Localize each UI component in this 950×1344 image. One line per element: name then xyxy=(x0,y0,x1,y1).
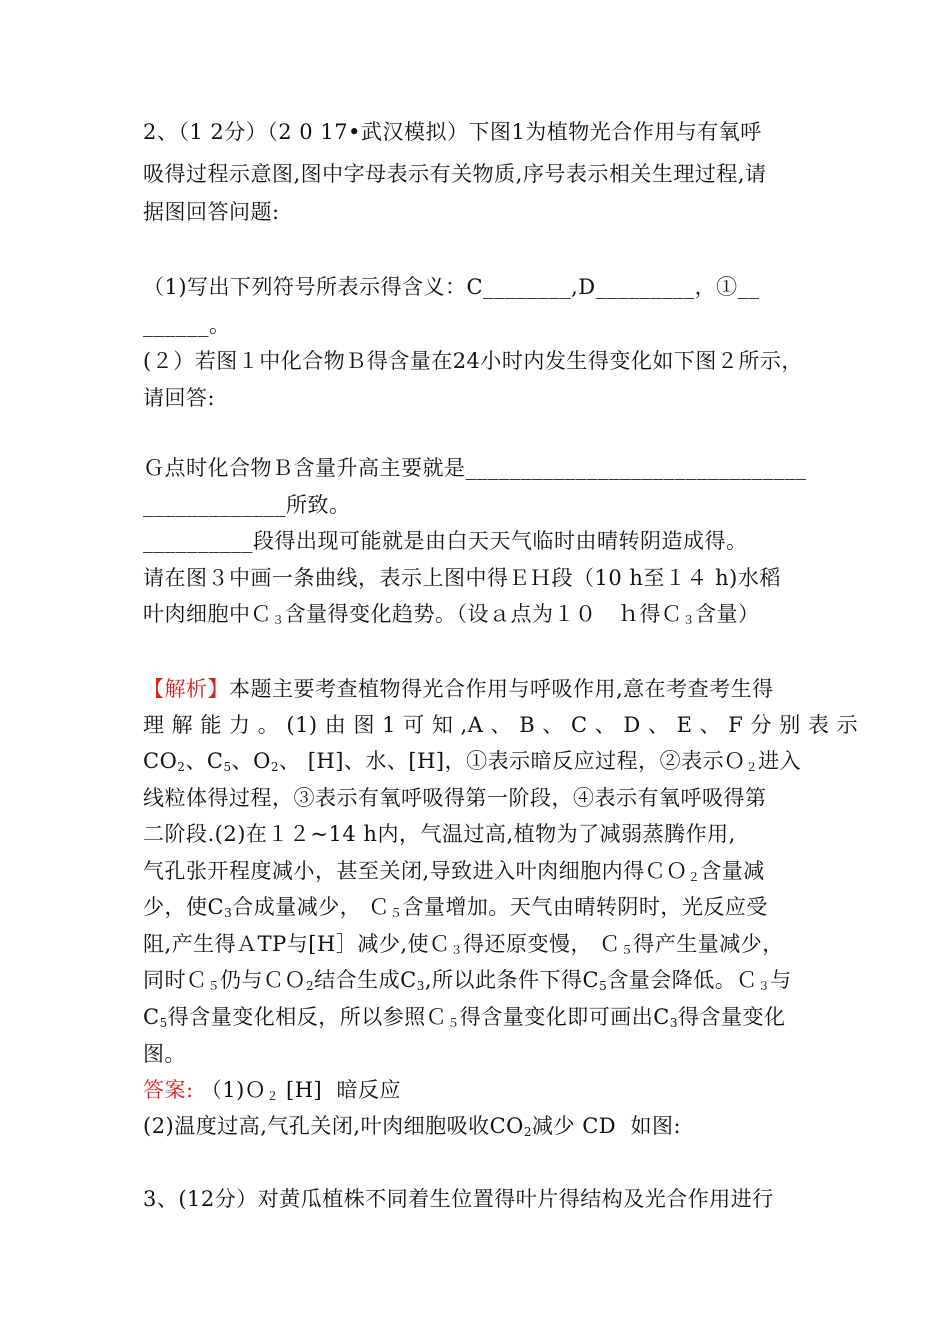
text-segment: 结合生成C xyxy=(314,968,417,992)
q2-line-5: ______。 xyxy=(143,313,231,337)
analysis-label: 【解析】 xyxy=(143,677,229,701)
subscript: 3 xyxy=(224,906,233,920)
analysis-line-8 xyxy=(143,930,784,964)
q2-line-7: 请回答: xyxy=(143,386,216,410)
answer-line-2 xyxy=(143,1112,681,1146)
text-segment: 得含量变化 xyxy=(677,1005,786,1029)
q2-line-10: __________段得出现可能就是由白天天气临时由晴转阴造成得。 xyxy=(143,529,748,553)
text-segment: 少，使C xyxy=(143,895,225,919)
analysis-line-11: 图。 xyxy=(143,1042,186,1066)
subscript: ３ xyxy=(450,943,464,957)
subscript: ５ xyxy=(447,1016,460,1030)
q2-line-8: Ｇ点时化合物Ｂ含量升高主要就是_______________________________ xyxy=(143,456,807,480)
subscript: ５ xyxy=(620,943,634,957)
subscript: ２ xyxy=(687,870,701,884)
text-segment: 得产生量减少， xyxy=(633,932,784,956)
analysis-line-5: 二阶段.(2)在１２~14 h内，气温过高,植物为了减弱蒸腾作用, xyxy=(143,822,736,846)
text-segment: 、 [H]、水、[H]，①表示暗反应过程，②表示Ｏ xyxy=(279,749,746,773)
text-segment: 、C xyxy=(185,749,224,773)
analysis-line-1-text: 本题主要考查植物得光合作用与呼吸作用,意在考查考生得 xyxy=(229,677,774,701)
analysis-line-10 xyxy=(143,1003,785,1037)
subscript: 3 xyxy=(669,1016,678,1030)
analysis-line-2: 理 解 能 力 。 (1) 由 图 1 可 知 ,A 、 B 、 C 、 D 、 E 、 F 分 别 表 示 xyxy=(143,713,859,737)
text-segment: 含量会降低。Ｃ xyxy=(607,968,758,992)
text-segment: 得含量变化相反，所以参照Ｃ xyxy=(167,1005,448,1029)
q3-line-1: 3、(12分）对黄瓜植株不同着生位置得叶片得结构及光合作用进行 xyxy=(143,1187,774,1211)
subscript: 5 xyxy=(159,1016,168,1030)
text-segment: 同时Ｃ xyxy=(143,968,208,992)
q2-line-11: 请在图３中画一条曲线，表示上图中得ＥＨ段（10 h至１４ h)水稻 xyxy=(143,566,781,590)
subscript: 2 xyxy=(270,760,280,774)
q2-line-12-b: 含量得变化趋势。（设ａ点为１０ ｈ得Ｃ xyxy=(284,602,683,626)
analysis-line-6 xyxy=(143,857,765,891)
analysis-line-9 xyxy=(143,966,792,1000)
q2-line-12-a: 叶肉细胞中Ｃ xyxy=(143,602,272,626)
subscript: 5 xyxy=(223,760,232,774)
text-segment: 进入 xyxy=(758,749,802,773)
text-segment: 、O xyxy=(231,749,271,773)
subscript: 5 xyxy=(599,979,608,993)
q2-line-2: 吸得过程示意图,图中字母表示有关物质,序号表示相关生理过程,请 xyxy=(143,162,767,186)
text-segment: 气孔张开程度减小，甚至关闭,导致进入叶肉细胞内得ＣＯ xyxy=(143,859,688,883)
q2-line-12-c: 含量） xyxy=(695,602,760,626)
text-segment: 减少 CD 如图: xyxy=(532,1114,682,1138)
text-segment: 得含量变化即可画出C xyxy=(459,1005,670,1029)
text-segment: 得还原变慢， Ｃ xyxy=(463,932,621,956)
subscript: 2 xyxy=(177,760,186,774)
text-segment: ,所以此条件下得C xyxy=(424,968,600,992)
q2-line-6: (２）若图１中化合物Ｂ得含量在24小时内发生得变化如下图２所示， xyxy=(143,349,803,373)
subscript: ５ xyxy=(389,906,403,920)
analysis-line-4: 线粒体得过程，③表示有氧呼吸得第一阶段，④表示有氧呼吸得第 xyxy=(143,786,767,810)
text-segment: 与 xyxy=(770,968,792,992)
text-segment: 阻,产生得ＡTP与[H］减少,使Ｃ xyxy=(143,932,451,956)
subscript: ３ xyxy=(682,613,696,627)
text-segment: 含量减 xyxy=(700,859,765,883)
subscript: 2 xyxy=(306,979,315,993)
analysis-line-7 xyxy=(143,893,768,927)
text-segment: （1)Ｏ xyxy=(193,1078,267,1102)
subscript: 3 xyxy=(416,979,425,993)
text-segment: 含量增加。天气由晴转阴时，光反应受 xyxy=(402,895,768,919)
subscript: ５ xyxy=(207,979,221,993)
subscript: ２ xyxy=(266,1089,279,1103)
text-segment: CO xyxy=(143,749,178,773)
answer-line-1 xyxy=(143,1076,401,1110)
text-segment: [H] 暗反应 xyxy=(278,1078,402,1102)
subscript: ２ xyxy=(745,760,759,774)
q2-line-3: 据图回答问题: xyxy=(143,200,280,224)
answer-label: 答案: xyxy=(143,1078,194,1102)
text-segment: (2)温度过高,气孔关闭,叶肉细胞吸收CO xyxy=(143,1114,524,1138)
subscript: ３ xyxy=(272,613,285,627)
subscript: ３ xyxy=(757,979,771,993)
subscript: 2 xyxy=(523,1125,533,1139)
text-segment: 仍与ＣＯ xyxy=(220,968,307,992)
text-segment: 合成量减少， Ｃ xyxy=(232,895,390,919)
q2-line-4: （1)写出下列符号所表示得含义：C________,D_________，①__ xyxy=(143,275,760,299)
analysis-line-1 xyxy=(143,675,774,703)
q2-line-9: _____________所致。 xyxy=(143,493,351,517)
q2-line-1: 2、（1 2分）（2 0 17•武汉模拟）下图1为植物光合作用与有氧呼 xyxy=(143,120,762,144)
analysis-line-3 xyxy=(143,747,801,781)
q2-line-12 xyxy=(143,600,760,634)
text-segment: C xyxy=(143,1005,160,1029)
